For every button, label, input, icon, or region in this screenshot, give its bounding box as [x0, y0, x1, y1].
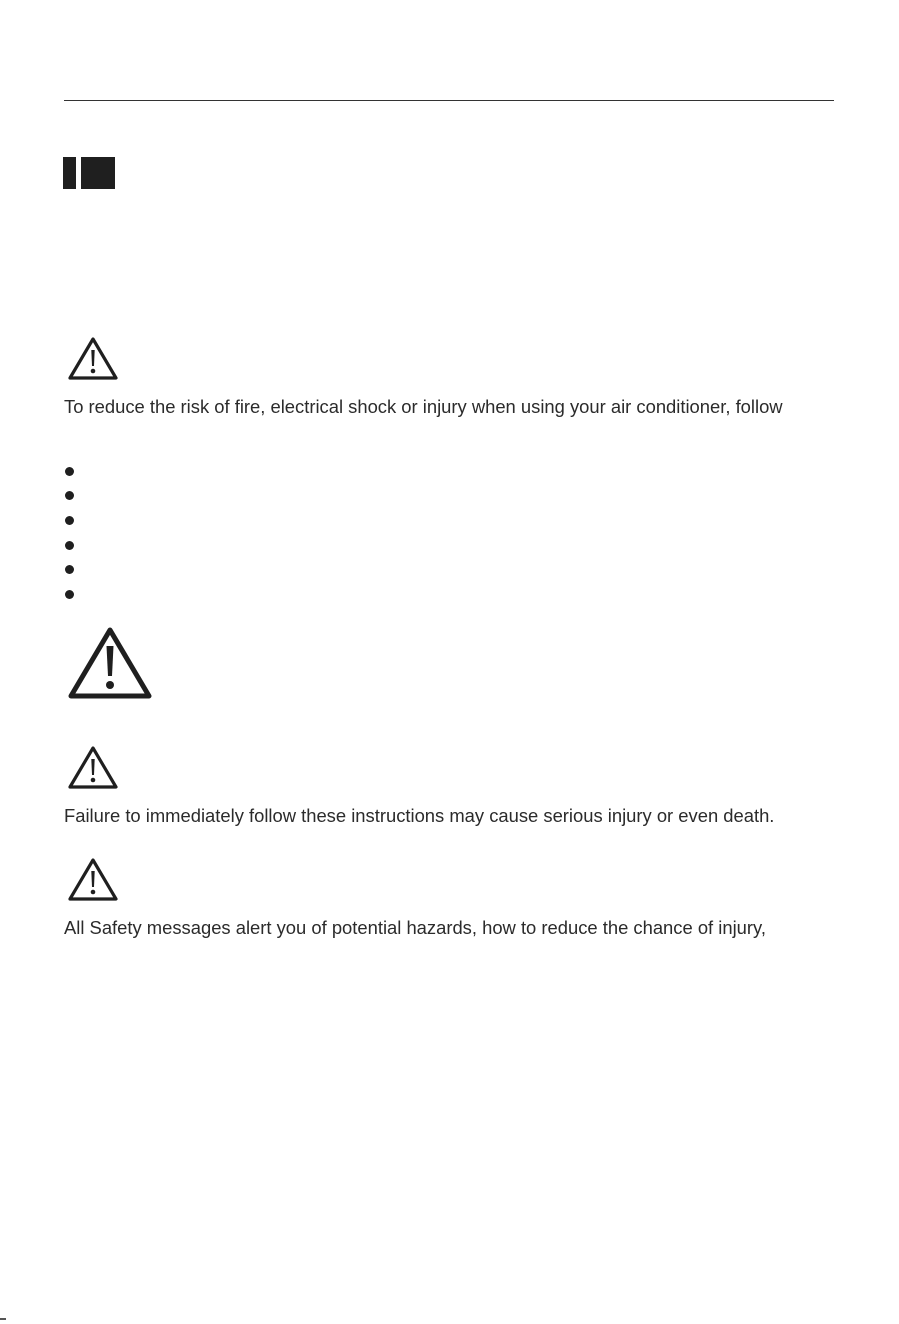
warning-triangle-icon — [66, 744, 120, 792]
list-item — [64, 557, 74, 582]
safety-paragraph-fire-risk: To reduce the risk of fire, electrical shock or injury when using your air conditioner, follow — [64, 396, 783, 417]
header-divider — [64, 100, 834, 101]
bullet-dot-icon — [65, 541, 74, 550]
bullet-dot-icon — [65, 467, 74, 476]
list-item — [64, 582, 74, 607]
list-item — [64, 533, 74, 558]
bullet-dot-icon — [65, 516, 74, 525]
bullet-list — [64, 459, 74, 607]
large-warning-triangle-icon — [65, 624, 155, 704]
warning-triangle-icon — [66, 856, 120, 904]
safety-paragraph-failure-warning: Failure to immediately follow these instructions may cause serious injury or even death. — [64, 805, 775, 826]
list-item — [64, 508, 74, 533]
section-marker-bar-wide — [81, 157, 115, 189]
list-item — [64, 459, 74, 484]
page-edge-mark — [0, 1318, 6, 1320]
safety-paragraph-alert-messages: All Safety messages alert you of potential hazards, how to reduce the chance of injury, — [64, 917, 766, 938]
section-marker-bar-narrow — [63, 157, 76, 189]
bullet-dot-icon — [65, 565, 74, 574]
bullet-dot-icon — [65, 491, 74, 500]
bullet-dot-icon — [65, 590, 74, 599]
section-heading-marker — [63, 157, 115, 189]
list-item — [64, 484, 74, 509]
warning-triangle-icon — [66, 335, 120, 383]
